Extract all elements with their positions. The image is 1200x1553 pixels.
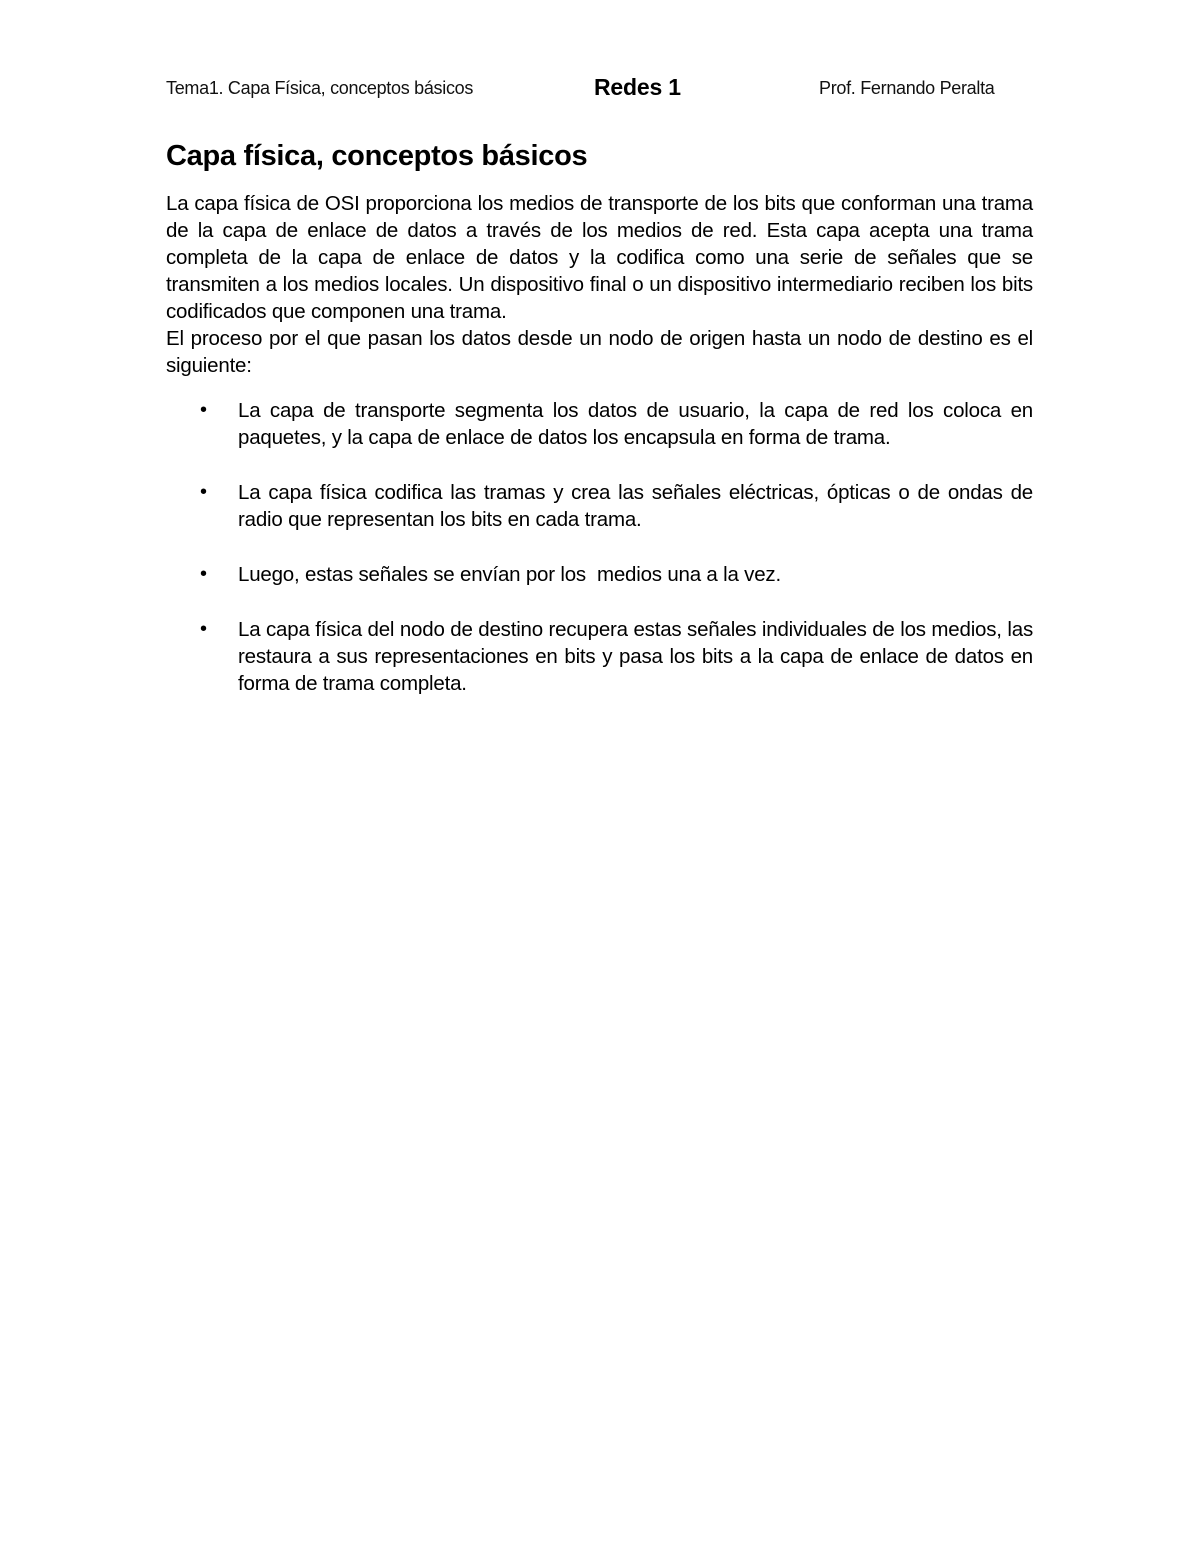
list-item-text: La capa física del nodo de destino recupera estas señales individuales de los medios, las restaura a sus representaciones en bits y pasa los bits a la capa de enlace de datos en forma de trama completa. xyxy=(238,618,1033,695)
process-steps-list xyxy=(166,397,1033,697)
bullet-icon: • xyxy=(200,563,207,585)
process-paragraph: El proceso por el que pasan los datos desde un nodo de origen hasta un nodo de destino es el siguiente: xyxy=(166,327,1033,377)
list-item xyxy=(166,561,1033,588)
bullet-icon: • xyxy=(200,618,207,640)
list-item-text: Luego, estas señales se envían por los medios una a la vez. xyxy=(238,563,781,586)
bullet-icon: • xyxy=(200,399,207,421)
header-topic: Tema1. Capa Física, conceptos básicos xyxy=(166,78,474,98)
intro-paragraph: La capa física de OSI proporciona los medios de transporte de los bits que conforman una trama de la capa de enlace de datos a través de los medios de red. Esta capa acepta una trama completa de la capa de enlace de datos y la codifica como una serie de señales que se transmiten a los medios locales. Un dispositivo final o un dispositivo intermediario reciben los bits codificados que componen una trama. xyxy=(166,192,1033,323)
header-author: Prof. Fernando Peralta xyxy=(819,78,995,98)
document-body xyxy=(166,136,1033,725)
list-item xyxy=(166,479,1033,533)
bullet-icon: • xyxy=(200,481,207,503)
list-item-text: La capa de transporte segmenta los datos de usuario, la capa de red los coloca en paquetes, y la capa de enlace de datos los encapsula en forma de trama. xyxy=(238,399,1033,449)
page-header xyxy=(166,74,1026,104)
document-title: Capa física, conceptos básicos xyxy=(166,140,588,172)
list-item xyxy=(166,616,1033,697)
header-course: Redes 1 xyxy=(594,74,681,100)
list-item xyxy=(166,397,1033,451)
list-item-text: La capa física codifica las tramas y crea las señales eléctricas, ópticas o de ondas de radio que representan los bits en cada trama. xyxy=(238,481,1033,531)
